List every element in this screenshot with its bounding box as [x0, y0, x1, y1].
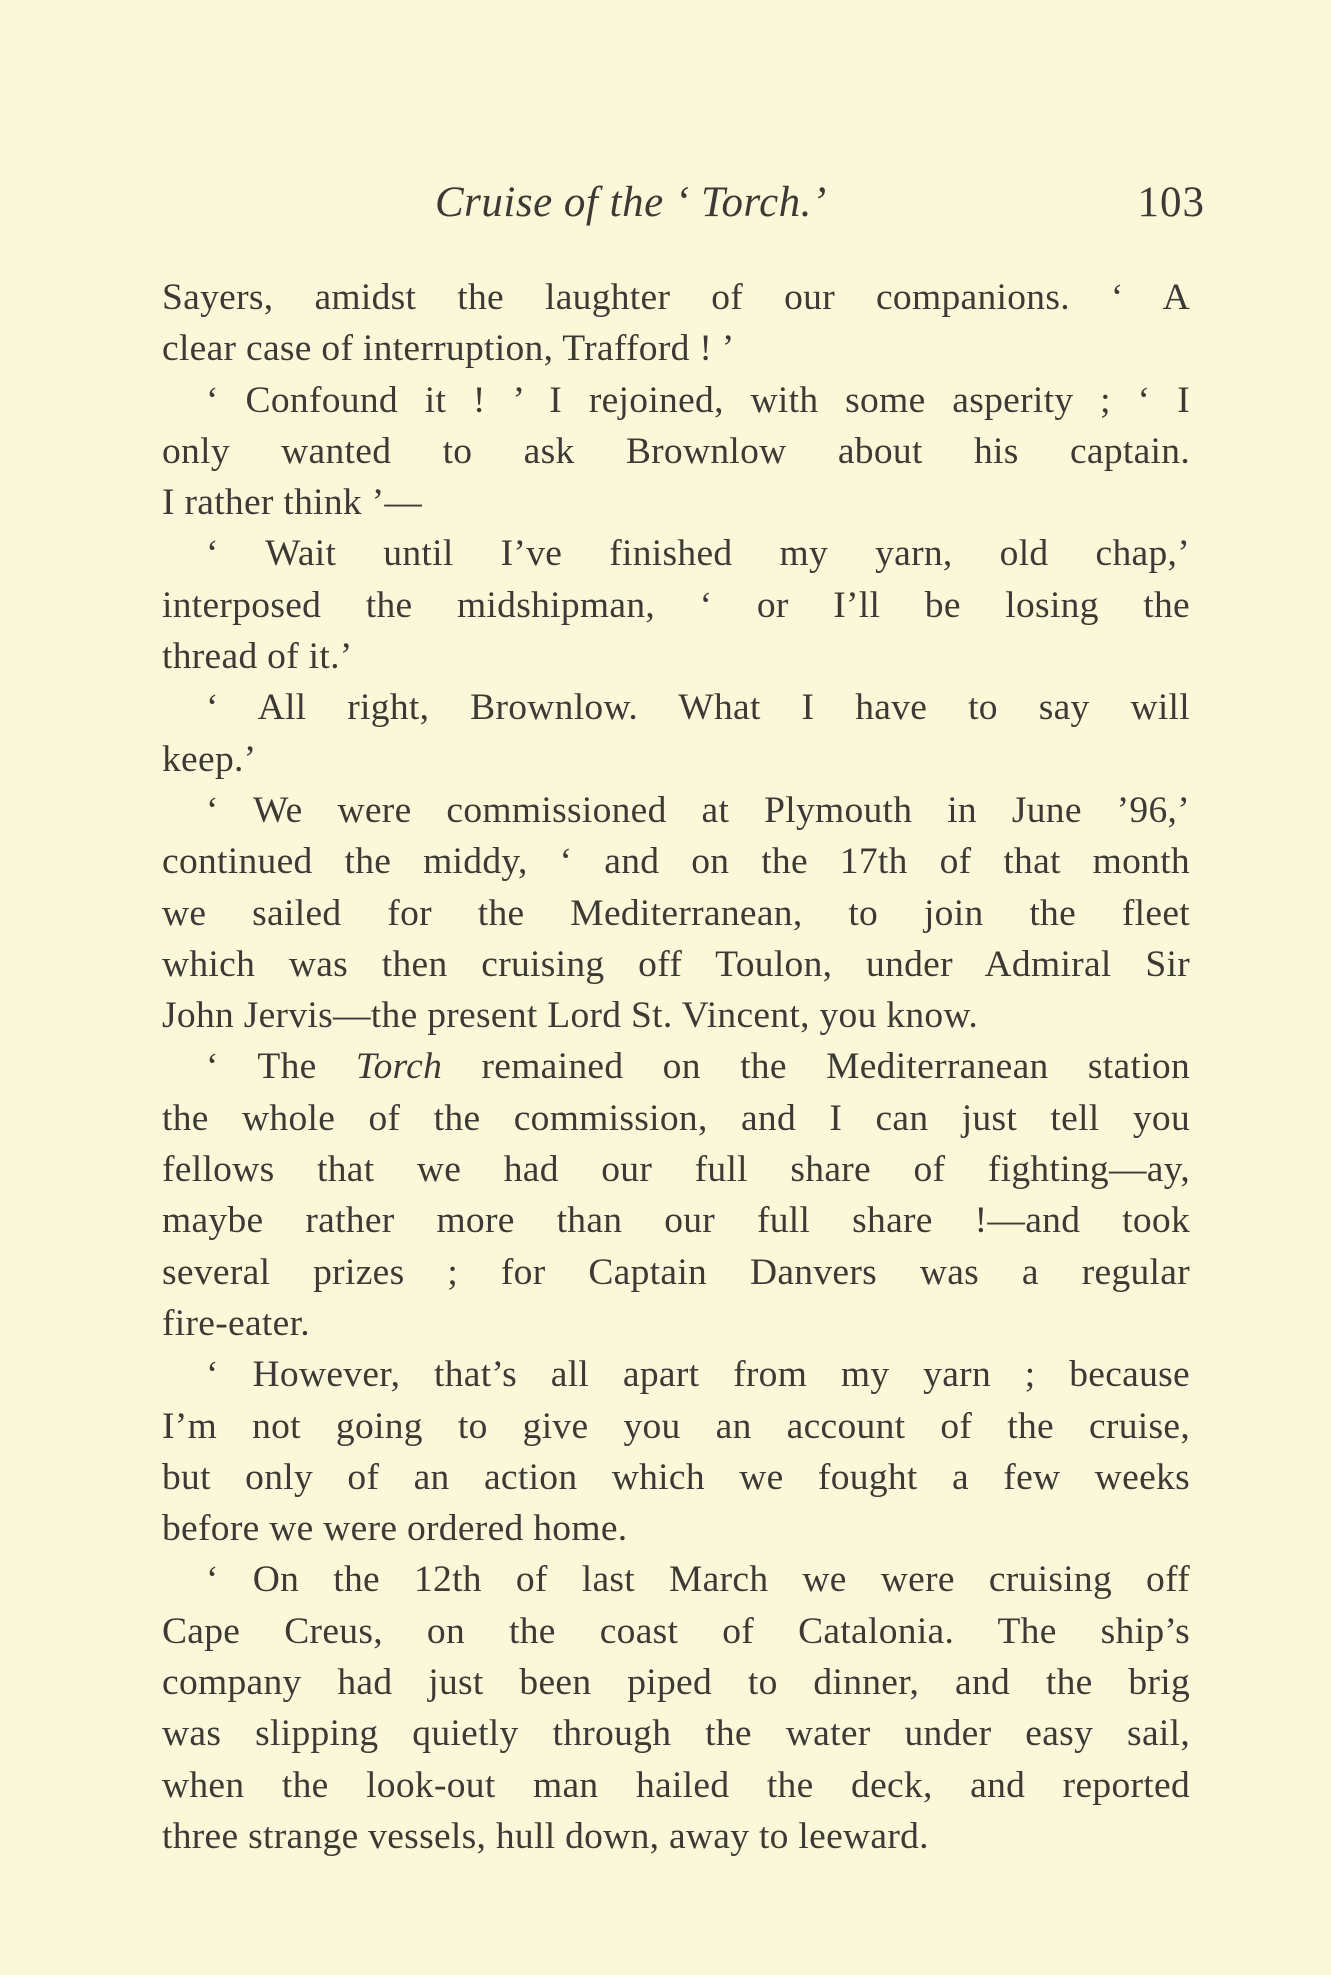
text-line-content: fire-eater. — [162, 1302, 310, 1344]
text-line — [162, 1247, 1190, 1298]
text-line-content: which was then cruising off Toulon, under Admiral Sir — [162, 943, 1190, 985]
text-line — [162, 631, 1190, 682]
text-line — [162, 1554, 1190, 1605]
text-line-content: ‘ Confound it ! ’ I rejoined, with some asperity ; ‘ I — [206, 379, 1190, 421]
text-line — [162, 990, 1190, 1041]
text-line — [162, 375, 1190, 426]
text-line — [162, 1708, 1190, 1759]
text-line-content: ‘ However, that’s all apart from my yarn ; because — [206, 1354, 1190, 1396]
text-line — [162, 1452, 1190, 1503]
text-line-content: John Jervis—the present Lord St. Vincent, you know. — [162, 995, 979, 1037]
text-line-content: when the look-out man hailed the deck, and reported — [162, 1764, 1190, 1806]
running-head — [160, 178, 1205, 238]
text-line — [162, 888, 1190, 939]
text-line-content: the whole of the commission, and I can just tell you — [162, 1097, 1190, 1139]
text-line-content: but only of an action which we fought a few weeks — [162, 1456, 1190, 1498]
text-line — [162, 1657, 1190, 1708]
body-text — [162, 272, 1190, 1862]
text-line-content: interposed the midshipman, ‘ or I’ll be losing the — [162, 584, 1190, 626]
text-line-content: before we were ordered home. — [162, 1508, 628, 1550]
text-line — [162, 1093, 1190, 1144]
text-line-content: only wanted to ask Brownlow about his captain. — [162, 430, 1190, 472]
text-line-content: Sayers, amidst the laughter of our companions. ‘ A — [162, 277, 1190, 318]
text-line-content: continued the middy, ‘ and on the 17th of that month — [162, 841, 1190, 883]
text-line-content: company had just been piped to dinner, and the brig — [162, 1662, 1190, 1704]
text-line — [162, 426, 1190, 477]
text-line — [162, 1349, 1190, 1400]
text-line — [162, 1041, 1190, 1092]
running-title: Cruise of the ‘ Torch.’ — [435, 179, 827, 226]
text-line-content: ‘ We were commissioned at Plymouth in June ’96,’ — [206, 789, 1190, 831]
text-line-content: was slipping quietly through the water under easy sail, — [162, 1713, 1190, 1755]
text-line — [162, 682, 1190, 733]
page-number: 103 — [1137, 179, 1205, 226]
text-line-content: maybe rather more than our full share !—and took — [162, 1200, 1190, 1242]
text-line-content: three strange vessels, hull down, away to leeward. — [162, 1815, 929, 1857]
text-line-content: fellows that we had our full share of fighting—ay, — [162, 1149, 1190, 1191]
text-line — [162, 323, 1190, 374]
text-line — [162, 1760, 1190, 1811]
text-line-content: ‘ The Torch remained on the Mediterranean station — [206, 1046, 1190, 1088]
text-line-content: I’m not going to give you an account of the cruise, — [162, 1405, 1190, 1447]
text-line-content: ‘ Wait until I’ve finished my yarn, old chap,’ — [206, 533, 1190, 575]
text-line-content: clear case of interruption, Trafford ! ’ — [162, 328, 735, 370]
text-line — [162, 836, 1190, 887]
text-line — [162, 1195, 1190, 1246]
text-line — [162, 1811, 1190, 1862]
text-line — [162, 1298, 1190, 1349]
text-line — [162, 939, 1190, 990]
text-line-content: ‘ On the 12th of last March we were cruising off — [206, 1559, 1190, 1601]
text-line-content: keep.’ — [162, 738, 257, 780]
text-line — [162, 1606, 1190, 1657]
text-line — [162, 1144, 1190, 1195]
text-line-content: I rather think ’— — [162, 482, 423, 524]
text-line-content: several prizes ; for Captain Danvers was a regular — [162, 1251, 1190, 1293]
text-line — [162, 785, 1190, 836]
text-line-content: we sailed for the Mediterranean, to join the fleet — [162, 892, 1190, 934]
text-line — [162, 1503, 1190, 1554]
text-line — [162, 477, 1190, 528]
text-line — [162, 734, 1190, 785]
text-line — [162, 528, 1190, 579]
text-line-content: Cape Creus, on the coast of Catalonia. The ship’s — [162, 1610, 1190, 1652]
text-line — [162, 580, 1190, 631]
text-line-content: thread of it.’ — [162, 636, 353, 678]
text-line — [162, 272, 1190, 323]
text-line — [162, 1401, 1190, 1452]
text-line-content: ‘ All right, Brownlow. What I have to say will — [206, 687, 1190, 729]
